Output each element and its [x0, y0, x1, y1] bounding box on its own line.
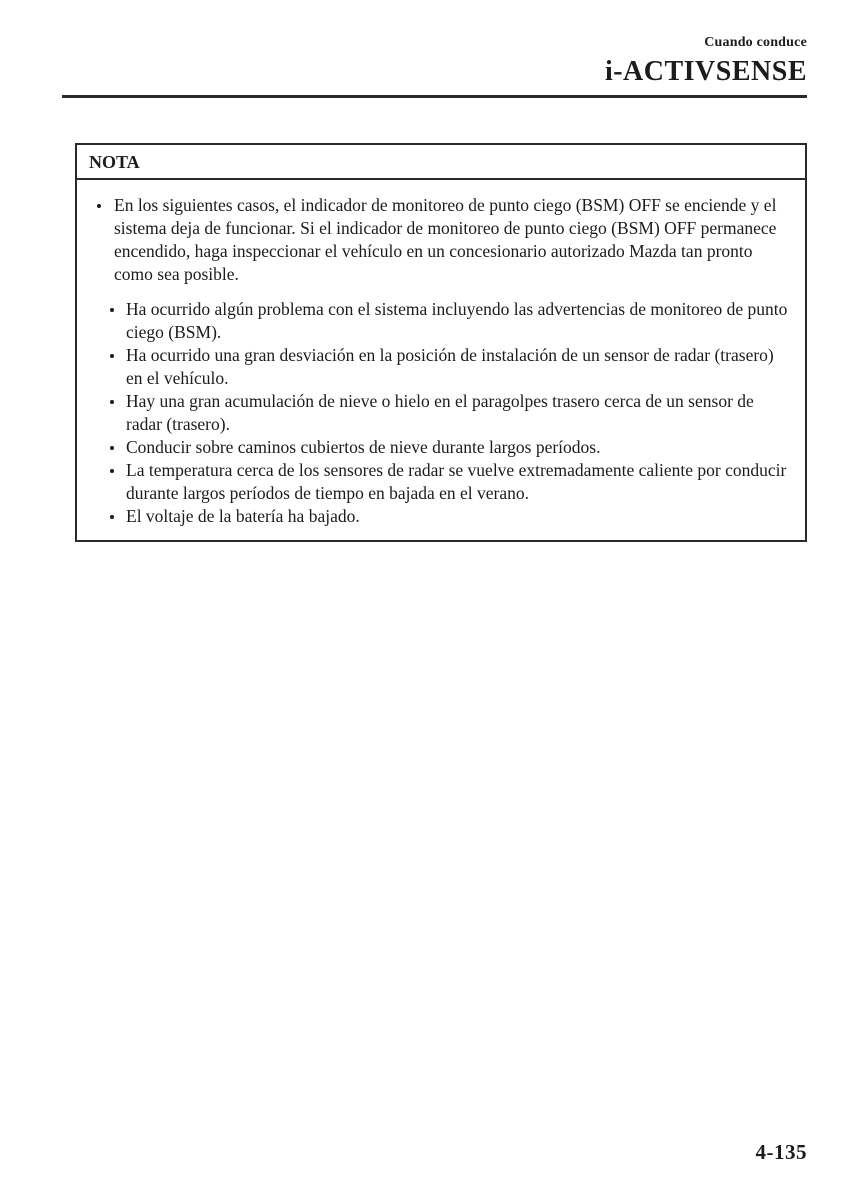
- header-divider: [62, 95, 807, 98]
- bullet-marker-icon: [110, 354, 114, 358]
- bullet-marker-icon: [110, 308, 114, 312]
- bullet-marker-icon: [110, 469, 114, 473]
- note-title: NOTA: [77, 145, 805, 180]
- note-sub-bullet: [110, 459, 791, 505]
- note-sub-bullet-text: Ha ocurrido algún problema con el sistema incluyendo las advertencias de monitoreo de punto ciego (BSM).: [126, 299, 788, 342]
- note-sub-bullet-text: El voltaje de la batería ha bajado.: [126, 506, 360, 526]
- page-title: i-ACTIVSENSE: [604, 56, 807, 87]
- bullet-marker-icon: [110, 400, 114, 404]
- page-number: 4-135: [755, 1140, 807, 1164]
- bullet-marker-icon: [110, 515, 114, 519]
- note-sub-bullet-text: La temperatura cerca de los sensores de radar se vuelve extremadamente caliente por conducir durante largos períodos de tiempo en bajada en el verano.: [126, 460, 787, 503]
- note-sub-bullet-text: Conducir sobre caminos cubiertos de nieve durante largos períodos.: [126, 437, 601, 457]
- note-sub-bullet-text: Hay una gran acumulación de nieve o hielo en el paragolpes trasero cerca de un sensor de radar (trasero).: [126, 391, 754, 434]
- note-sub-bullet-text: Ha ocurrido una gran desviación en la posición de instalación de un sensor de radar (trasero) en el vehículo.: [126, 345, 774, 388]
- section-breadcrumb: Cuando conduce: [704, 35, 807, 50]
- note-bullet-text: En los siguientes casos, el indicador de monitoreo de punto ciego (BSM) OFF se enciende y el sistema deja de funcionar. Si el indicador de monitoreo de punto ciego (BSM) OFF permanece encendido, haga inspeccionar el vehículo en un concesionario autorizado Mazda tan pronto como sea posible.: [114, 195, 777, 284]
- note-bullet-list: [93, 194, 791, 286]
- bullet-marker-icon: [97, 204, 101, 208]
- note-box: [75, 143, 807, 542]
- note-sub-bullet: [110, 505, 791, 528]
- note-sub-bullet: [110, 298, 791, 344]
- note-sub-bullet-list: [110, 298, 791, 528]
- note-bullet: [93, 194, 791, 286]
- page-header: [62, 34, 807, 88]
- bullet-marker-icon: [110, 446, 114, 450]
- note-body: [77, 180, 805, 540]
- note-sub-bullet: [110, 344, 791, 390]
- note-sub-bullet: [110, 436, 791, 459]
- note-sub-bullet: [110, 390, 791, 436]
